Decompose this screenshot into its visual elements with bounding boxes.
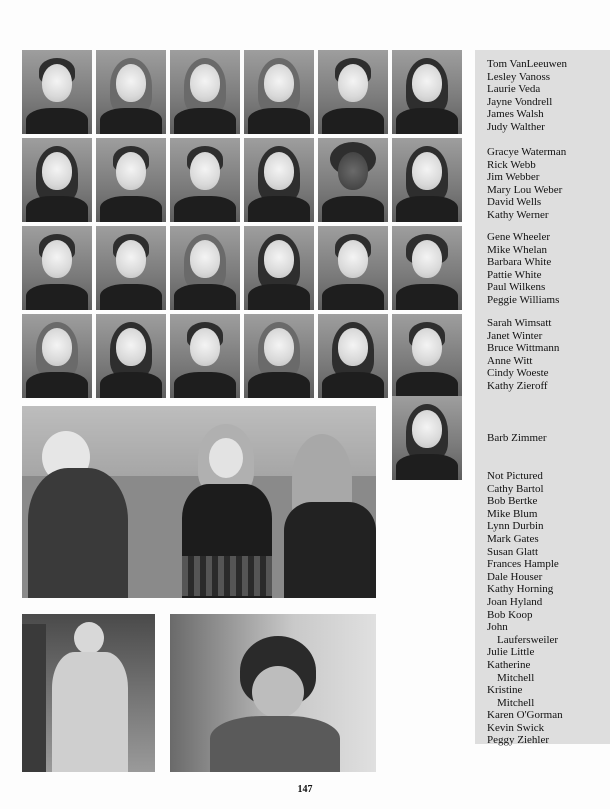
- candid-photo-field: [22, 614, 155, 772]
- student-name: Peggy Ziehler: [487, 734, 550, 747]
- page-number: 147: [297, 784, 313, 795]
- student-name: Lynn Durbin: [487, 520, 544, 533]
- face: [74, 622, 104, 654]
- student-name: Tom VanLeeuwen: [487, 58, 567, 70]
- portrait-single: [392, 396, 462, 480]
- portrait: [318, 314, 388, 398]
- student-name: Peggie Williams: [487, 293, 560, 306]
- names-group: [487, 58, 567, 134]
- sweater: [210, 716, 340, 772]
- student-name: Julie Little: [487, 646, 535, 659]
- student-name: Pattie White: [487, 268, 542, 281]
- student-name: Frances Hample: [487, 558, 559, 571]
- student-name: Rick Webb: [487, 158, 536, 171]
- portrait: [22, 50, 92, 134]
- portrait: [22, 314, 92, 398]
- portrait: [22, 226, 92, 310]
- plaid-skirt: [182, 556, 272, 596]
- crowd: [22, 624, 46, 772]
- portrait: [392, 138, 462, 222]
- student-name: Kathy Horning: [487, 583, 554, 596]
- student-name: Katherine: [487, 658, 531, 671]
- student-name: Mitchell: [497, 696, 535, 709]
- student-name: Janet Winter: [487, 329, 543, 342]
- portrait: [392, 226, 462, 310]
- face: [209, 438, 243, 478]
- student-name: Kathy Werner: [487, 208, 549, 221]
- portrait: [170, 138, 240, 222]
- student-name: Gene Wheeler: [487, 231, 551, 243]
- portrait-row: [22, 226, 464, 312]
- portrait: [22, 138, 92, 222]
- student-name: James Walsh: [487, 108, 544, 121]
- student-name: Bob Bertke: [487, 495, 538, 508]
- student-name: Cathy Bartol: [487, 482, 544, 495]
- portrait: [96, 50, 166, 134]
- portrait: [170, 314, 240, 398]
- names-group: [487, 231, 559, 307]
- student-name: David Wells: [487, 196, 542, 209]
- names-group: [487, 317, 559, 393]
- student-name: Mary Lou Weber: [487, 183, 563, 196]
- portrait: [96, 226, 166, 310]
- not-pictured-heading: Not Pictured: [487, 470, 543, 482]
- student-name: Mike Whelan: [487, 243, 547, 256]
- student-name: Bob Koop: [487, 608, 533, 621]
- student-name: Gracye Waterman: [487, 146, 567, 158]
- portrait: [318, 226, 388, 310]
- student-name: Sarah Wimsatt: [487, 317, 552, 329]
- student-name: Karen O'Gorman: [487, 709, 563, 722]
- not-pictured-list: [487, 470, 563, 747]
- student-name: Dale Houser: [487, 570, 543, 583]
- student-name: John: [487, 621, 508, 634]
- student-name: Kathy Zieroff: [487, 379, 548, 392]
- student-name: Judy Walther: [487, 120, 545, 133]
- portrait: [318, 138, 388, 222]
- student-name: Kristine: [487, 684, 523, 697]
- names-group: [487, 432, 547, 445]
- student-name: Anne Witt: [487, 354, 533, 367]
- student-name: Lesley Vanoss: [487, 70, 551, 83]
- student-name: Kevin Swick: [487, 721, 545, 734]
- student-name: Jayne Vondrell: [487, 95, 553, 108]
- portrait: [170, 226, 240, 310]
- face: [252, 666, 304, 718]
- portrait-row: [22, 138, 464, 224]
- student-name: Mike Blum: [487, 507, 538, 520]
- portrait: [318, 50, 388, 134]
- portrait-row: [22, 50, 464, 136]
- portrait-row: [22, 314, 464, 400]
- student-name: Cindy Woeste: [487, 367, 549, 380]
- student-name: Jim Webber: [487, 171, 540, 184]
- portrait: [170, 50, 240, 134]
- candid-photo-indoor: [170, 614, 376, 772]
- student-name: Paul Wilkens: [487, 281, 546, 294]
- candid-photo-group: [22, 406, 376, 598]
- portrait: [392, 314, 462, 398]
- student-name: Susan Glatt: [487, 545, 539, 558]
- portrait: [244, 226, 314, 310]
- portrait: [244, 50, 314, 134]
- student-name: Mark Gates: [487, 532, 539, 545]
- jacket: [28, 468, 128, 598]
- student-name: Laurie Veda: [487, 83, 541, 96]
- portrait: [244, 138, 314, 222]
- student-name: Joan Hyland: [487, 595, 543, 608]
- student-name: Laufersweiler: [497, 633, 559, 646]
- student-name: Bruce Wittmann: [487, 342, 560, 355]
- student-name: Barb Zimmer: [487, 432, 547, 444]
- portrait: [392, 50, 462, 134]
- student-name: Mitchell: [497, 671, 535, 684]
- student-name: Barbara White: [487, 256, 552, 269]
- jacket: [284, 502, 376, 598]
- shirt: [52, 652, 128, 772]
- portrait: [96, 314, 166, 398]
- portrait: [96, 138, 166, 222]
- names-group: [487, 146, 566, 222]
- portrait: [244, 314, 314, 398]
